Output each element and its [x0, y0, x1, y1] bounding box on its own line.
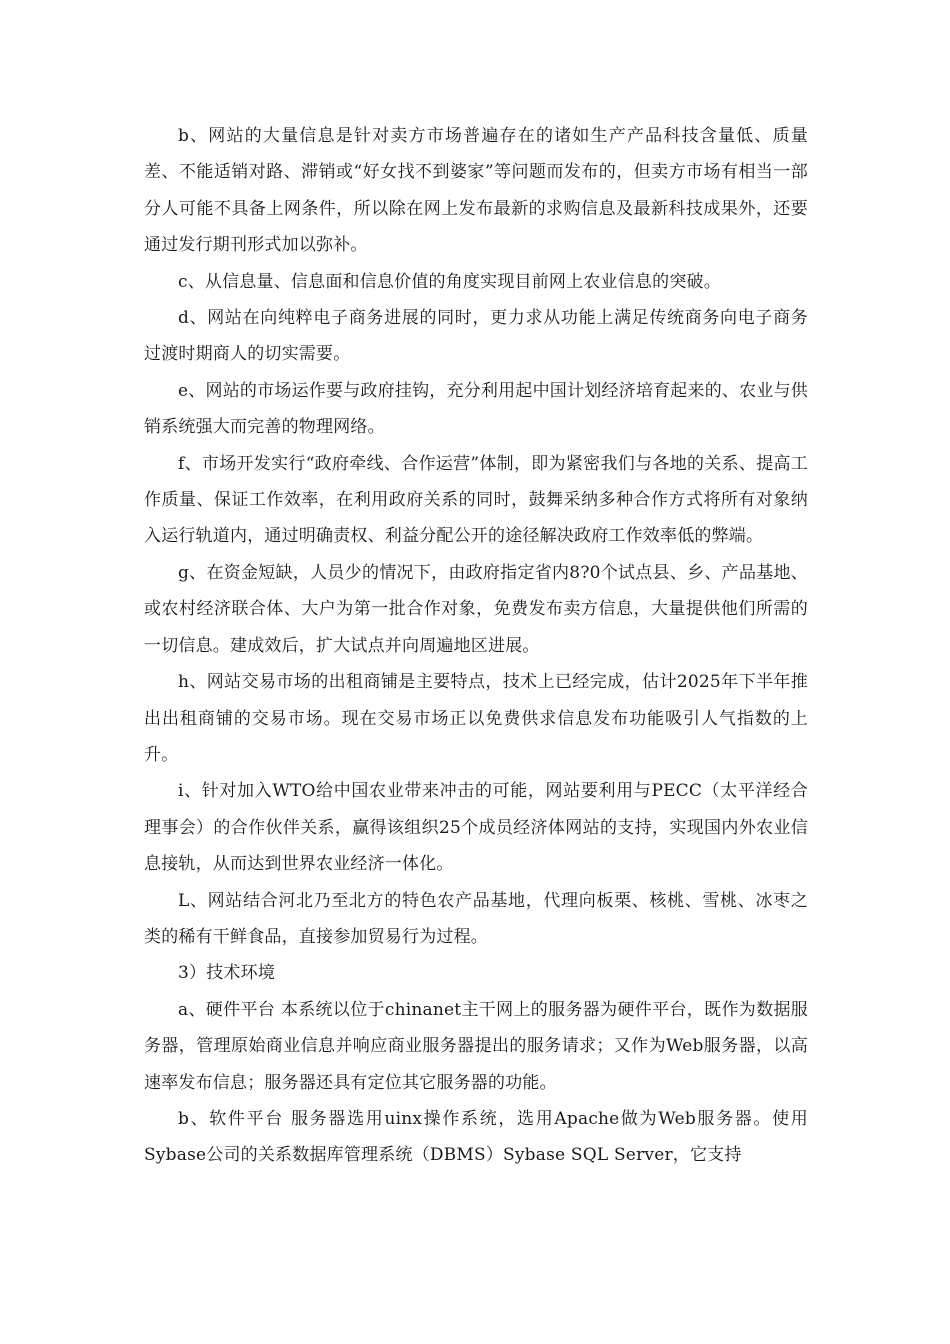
paragraph-i-wto: i、针对加入WTO给中国农业带来冲击的可能，网站要利用与PECC（太平洋经合理事会）的合作伙伴关系，赢得该组织25个成员经济体网站的支持，实现国内外农业信息接轨，从而达到世界农业经济一体化。	[144, 781, 808, 875]
paragraph-g-pilot: g、在资金短缺，人员少的情况下，由政府指定省内8?0个试点县、乡、产品基地、或农村经济联合体、大户为第一批合作对象，免费发布卖方信息，大量提供他们所需的一切信息。建成效后，扩大试点并向周遍地区进展。	[144, 562, 808, 656]
paragraph-l-specialty-products: L、网站结合河北乃至北方的特色农产品基地，代理向板栗、核桃、雪桃、冰枣之类的稀有干鲜食品，直接参加贸易行为过程。	[144, 890, 808, 947]
paragraph-c-breakthrough: c、从信息量、信息面和信息价值的角度实现目前网上农业信息的突破。	[178, 271, 721, 292]
section-heading-tech-environment: 3）技术环境	[178, 963, 276, 984]
paragraph-d-ecommerce: d、网站在向纯粹电子商务进展的同时，更力求从功能上满足传统商务向电子商务过渡时期商人的切实需要。	[144, 308, 808, 365]
paragraph-f-market-development: f、市场开发实行“政府牵线、合作运营”体制，即为紧密我们与各地的关系、提高工作质量、保证工作效率，在利用政府关系的同时，鼓舞采纳多种合作方式将所有对象纳入运行轨道内，通过明确责权、利益分配公开的途径解决政府工作效率低的弊端。	[144, 453, 808, 547]
paragraph-b-software: b、软件平台 服务器选用uinx操作系统，选用Apache做为Web服务器。使用Sybase公司的关系数据库管理系统（DBMS）Sybase SQL Server，它支持	[144, 1108, 808, 1166]
document-body	[144, 118, 808, 1174]
paragraph-h-rental-shops: h、网站交易市场的出租商铺是主要特点，技术上已经完成，估计2025年下半年推出出租商铺的交易市场。现在交易市场正以免费供求信息发布功能吸引人气指数的上升。	[144, 672, 808, 765]
paragraph-b-website-info: b、网站的大量信息是针对卖方市场普遍存在的诸如生产产品科技含量低、质量差、不能适销对路、滞销或“好女找不到婆家”等问题而发布的，但卖方市场有相当一部分人可能不具备上网条件，所以除在网上发布最新的求购信息及最新科技成果外，还要通过发行期刊形式加以弥补。	[144, 126, 808, 256]
paragraph-e-government: e、网站的市场运作要与政府挂钩，充分利用起中国计划经济培育起来的、农业与供销系统强大而完善的物理网络。	[144, 380, 808, 438]
paragraph-a-hardware: a、硬件平台 本系统以位于chinanet主干网上的服务器为硬件平台，既作为数据服务器，管理原始商业信息并响应商业服务器提出的服务请求；又作为Web服务器，以高速率发布信息；服务器还具有定位其它服务器的功能。	[144, 999, 808, 1093]
